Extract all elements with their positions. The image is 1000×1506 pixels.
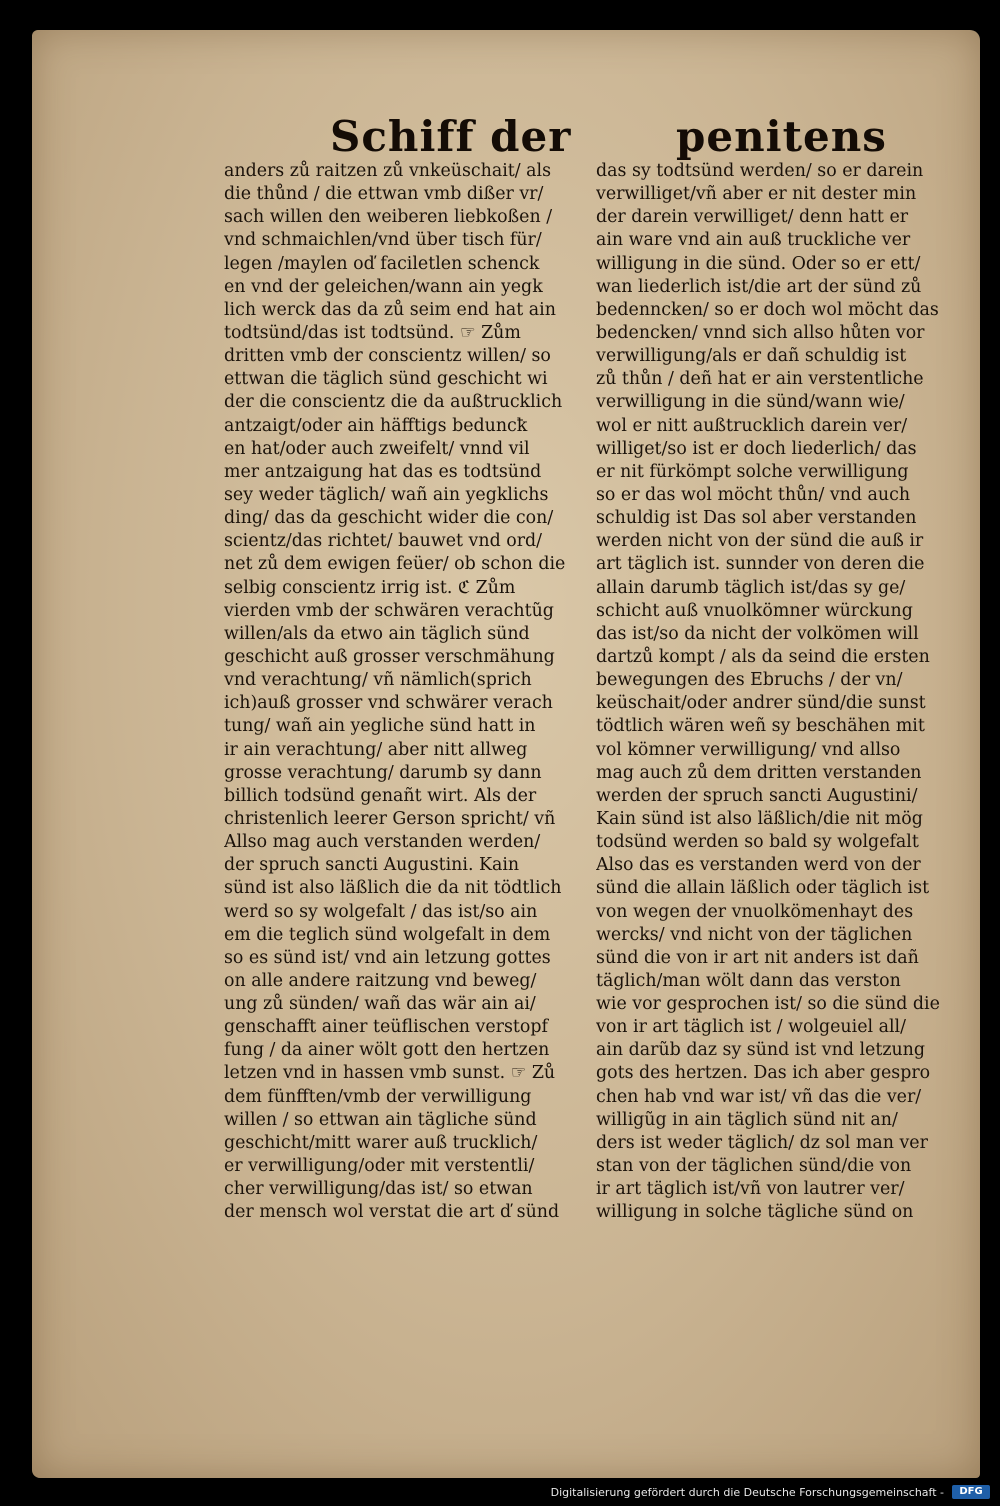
text-line: schuldig ist Das sol aber verstanden xyxy=(596,508,917,529)
funding-credit: Digitalisierung gefördert durch die Deutsche Forschungsgemeinschaft - xyxy=(550,1486,944,1499)
text-line: keüschait/oder andrer sünd/die sunst xyxy=(596,693,926,714)
text-line: ain ware vnd ain auß truckliche ver xyxy=(596,230,911,251)
footer-bar xyxy=(0,1478,1000,1506)
text-line: cher verwilligung/das ist/ so etwan xyxy=(224,1179,533,1200)
text-line: willen / so ettwan ain tägliche sünd xyxy=(224,1109,537,1130)
text-line: ir art täglich ist/vñ von lautrer ver/ xyxy=(596,1179,905,1200)
text-line: chen hab vnd war ist/ vñ das die ver/ xyxy=(596,1086,922,1107)
text-line: wercks/ vnd nicht von der täglichen xyxy=(596,924,913,945)
text-line: vol kömner verwilligung/ vnd allso xyxy=(596,739,901,760)
text-line: wie vor gesprochen ist/ so die sünd die xyxy=(596,994,940,1015)
text-line: letzen vnd in hassen vmb sunst. ☞ Zů xyxy=(224,1063,556,1084)
text-line: Kain sünd ist also läßlich/die nit mög xyxy=(596,808,923,829)
text-line: werden nicht von der sünd die auß ir xyxy=(596,531,924,552)
text-line: mer antzaigung hat das es todtsünd xyxy=(224,461,542,482)
text-line: on alle andere raitzung vnd beweg/ xyxy=(224,970,537,991)
text-line: er nit fürkömpt solche verwilligung xyxy=(596,461,909,482)
text-line: das ist/so da nicht der volkömen will xyxy=(596,623,919,644)
text-line: der spruch sancti Augustini. Kain xyxy=(224,855,520,876)
text-line: wol er nitt außtrucklich darein ver/ xyxy=(596,415,908,436)
text-line: ding/ das da geschicht wider die con/ xyxy=(224,508,554,529)
text-line: ich)auß grosser vnd schwärer verach xyxy=(224,693,553,714)
text-line: mag auch zů dem dritten verstanden xyxy=(596,762,922,783)
text-line: gots des hertzen. Das ich aber gespro xyxy=(596,1063,931,1084)
text-line: Also das es verstanden werd von der xyxy=(596,855,921,876)
text-line: ain darũb daz sy sünd ist vnd letzung xyxy=(596,1040,926,1061)
text-line: sünd ist also läßlich die da nit tödtlich xyxy=(224,878,562,899)
text-line: willigung in die sünd. Oder so er ett/ xyxy=(596,253,921,274)
text-line: die thůnd / die ettwan vmb dißer vr/ xyxy=(224,184,544,205)
text-line: werd so sy wolgefalt / das ist/so ain xyxy=(224,901,538,922)
text-line: willigũg in ain täglich sünd nit an/ xyxy=(596,1109,898,1130)
text-line: lich werck das da zů seim end hat ain xyxy=(224,299,556,320)
text-line: geschicht auß grosser verschmähung xyxy=(224,646,555,667)
text-line: verwilligung/als er dañ schuldig ist xyxy=(596,346,907,367)
text-line: sey weder täglich/ wañ ain yegklichs xyxy=(224,484,549,505)
text-line: fung / da ainer wölt gott den hertzen xyxy=(224,1040,550,1061)
text-line: tung/ wañ ain yegliche sünd hatt in xyxy=(224,716,536,737)
text-line: anders zů raitzen zů vnkeüschait/ als xyxy=(224,161,552,181)
text-line: legen /maylen oď faciletlen schenck xyxy=(224,253,540,274)
text-line: Allso mag auch verstanden werden/ xyxy=(224,832,541,853)
text-line: bewegungen des Ebruchs / der vn/ xyxy=(596,670,903,691)
text-line: von wegen der vnuolkömenhayt des xyxy=(596,901,914,922)
text-line: täglich/man wölt dann das verston xyxy=(596,970,901,991)
text-line: verwilliget/vñ aber er nit dester min xyxy=(596,184,917,205)
text-line: en hat/oder auch zweifelt/ vnnd vil xyxy=(224,438,530,459)
text-line: grosse verachtung/ darumb sy dann xyxy=(224,762,542,783)
text-line: ir ain verachtung/ aber nitt allweg xyxy=(224,739,528,760)
text-line: selbig conscientz irrig ist. ℭ Zům xyxy=(224,577,516,598)
text-line: williget/so ist er doch liederlich/ das xyxy=(596,438,917,459)
text-line: bedenncken/ so er doch wol möcht das xyxy=(596,299,939,320)
text-line: tödtlich wären weñ sy beschähen mit xyxy=(596,716,925,737)
text-line: vnd schmaichlen/vnd über tisch für/ xyxy=(224,230,542,251)
text-line: dritten vmb der conscientz willen/ so xyxy=(224,346,551,367)
text-line: art täglich ist. sunnder von deren die xyxy=(596,554,925,575)
text-line: en vnd der geleichen/wann ain yegk xyxy=(224,276,543,297)
text-line: allain darumb täglich ist/das sy ge/ xyxy=(596,577,906,598)
text-line: sach willen den weiberen liebkoßen / xyxy=(224,207,553,228)
text-line: vierden vmb der schwären verachtũg xyxy=(224,600,554,621)
text-line: geschicht/mitt warer auß trucklich/ xyxy=(224,1132,538,1153)
text-line: der die conscientz die da außtrucklich xyxy=(224,392,563,413)
text-line: werden der spruch sancti Augustini/ xyxy=(596,785,918,806)
text-line: ders ist weder täglich/ dz sol man ver xyxy=(596,1132,928,1153)
text-line: sünd die von ir art nit anders ist dañ xyxy=(596,947,919,968)
text-line: vnd verachtung/ vñ nämlich(sprich xyxy=(224,670,532,691)
text-line: ung zů sünden/ wañ das wär ain ai/ xyxy=(224,994,536,1015)
text-line: dem fünfften/vmb der verwilligung xyxy=(224,1086,532,1107)
text-line: scientz/das richtet/ bauwet vnd ord/ xyxy=(224,531,543,552)
text-line: von ir art täglich ist / wolgeuiel all/ xyxy=(596,1017,906,1038)
right-text-column xyxy=(596,160,944,1224)
text-line: das sy todtsünd werden/ so er darein xyxy=(596,161,924,181)
running-head-right: penitens xyxy=(676,112,887,161)
text-line: dartzů kompt / als da seind die ersten xyxy=(596,646,930,667)
text-line: bedencken/ vnnd sich allso hůten vor xyxy=(596,322,925,343)
text-line: sünd die allain läßlich oder täglich ist xyxy=(596,878,930,899)
text-line: wan liederlich ist/die art der sünd zů xyxy=(596,276,922,297)
text-line: so es sünd ist/ vnd ain letzung gottes xyxy=(224,947,551,968)
text-line: so er das wol möcht thůn/ vnd auch xyxy=(596,484,911,505)
running-head-left: Schiff der xyxy=(330,112,572,161)
text-line: der mensch wol verstat die art ď sünd xyxy=(224,1202,560,1223)
text-line: em die teglich sünd wolgefalt in dem xyxy=(224,924,551,945)
text-line: todtsünd/das ist todtsünd. ☞ Zům xyxy=(224,322,521,343)
text-line: billich todsünd genañt wirt. Als der xyxy=(224,785,537,806)
text-line: er verwilligung/oder mit verstentli/ xyxy=(224,1156,535,1177)
text-line: schicht auß vnuolkömner würckung xyxy=(596,600,913,621)
text-line: christenlich leerer Gerson spricht/ vñ xyxy=(224,808,556,829)
text-line: zů thůn / deñ hat er ain verstentliche xyxy=(596,369,924,390)
text-line: genschafft ainer teüflischen verstopf xyxy=(224,1017,548,1038)
text-line: willigung in solche tägliche sünd on xyxy=(596,1202,914,1223)
left-text-column xyxy=(224,160,572,1224)
text-line: ettwan die täglich sünd geschicht wi xyxy=(224,369,548,390)
text-line: todsünd werden so bald sy wolgefalt xyxy=(596,832,919,853)
text-line: net zů dem ewigen feüer/ ob schon die xyxy=(224,554,566,575)
text-line: verwilligung in die sünd/wann wie/ xyxy=(596,392,905,413)
text-line: willen/als da etwo ain täglich sünd xyxy=(224,623,530,644)
text-line: stan von der täglichen sünd/die von xyxy=(596,1156,912,1177)
text-line: der darein verwilliget/ denn hatt er xyxy=(596,207,909,228)
dfg-logo: DFG xyxy=(952,1485,990,1499)
text-line: antzaigt/oder ain häfftigs beduncꝁ xyxy=(224,415,528,436)
